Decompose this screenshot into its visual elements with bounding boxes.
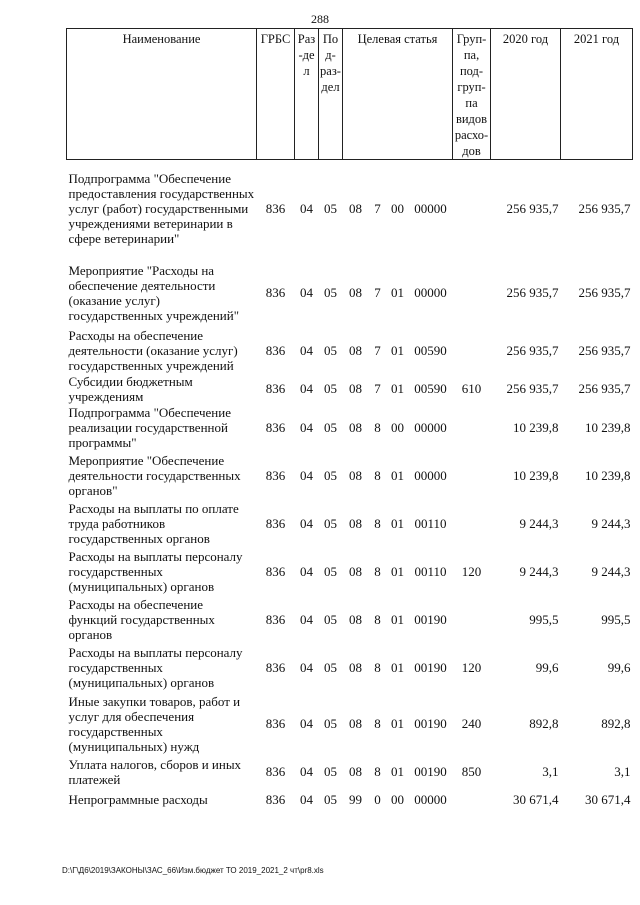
row-expense-group: 850: [461, 764, 482, 779]
row-value-2020: 3,1: [542, 764, 559, 779]
row-razdel: 04: [300, 285, 313, 300]
row-podrazdel: 05: [324, 201, 337, 217]
row-target-direction: 00000: [414, 285, 447, 300]
row-target-event: 01: [391, 612, 404, 627]
row-podrazdel: 05: [324, 420, 337, 435]
row-target-program: 08: [349, 516, 362, 531]
row-target-program: 08: [349, 468, 362, 483]
row-expense-group: [453, 500, 491, 548]
page-number: 288: [311, 12, 329, 26]
table-row: [67, 404, 633, 452]
row-target-event: 01: [391, 716, 404, 731]
row-value-2021: 10 239,8: [585, 468, 631, 483]
table-row: [67, 258, 633, 328]
row-target-subprogram: 7: [374, 285, 381, 300]
header-target: Целевая статья: [343, 29, 453, 160]
row-target-direction: 00000: [414, 420, 447, 435]
row-name: Мероприятие "Расходы на обеспечение деятельности (оказание услуг) государственных учреждений": [68, 262, 240, 323]
row-target-subprogram: 8: [374, 420, 381, 435]
row-target-direction: 00110: [414, 516, 447, 531]
row-value-2020: 10 239,8: [513, 468, 559, 483]
row-podrazdel: 05: [324, 516, 337, 531]
row-podrazdel: 05: [324, 716, 337, 731]
table-row: [67, 644, 633, 692]
row-value-2020: 995,5: [529, 612, 559, 627]
row-target-event: 01: [391, 285, 404, 300]
row-podrazdel: 05: [324, 764, 337, 779]
row-podrazdel: 05: [324, 612, 337, 627]
row-razdel: 04: [300, 516, 313, 531]
row-value-2021: 256 935,7: [578, 201, 631, 217]
table-row: [67, 328, 633, 374]
row-razdel: 04: [300, 343, 313, 358]
table-row: [67, 500, 633, 548]
row-razdel: 04: [300, 660, 313, 675]
row-target-event: 00: [391, 420, 404, 435]
row-value-2021: 892,8: [601, 716, 631, 731]
row-name: Расходы на выплаты по оплате труда работников государственных органов: [68, 501, 239, 546]
row-target-event: 01: [391, 468, 404, 483]
row-value-2020: 256 935,7: [506, 381, 559, 396]
header-name: Наименование: [67, 29, 257, 160]
row-razdel: 04: [300, 201, 313, 217]
row-grbs: 836: [265, 792, 286, 807]
row-expense-group: [453, 596, 491, 644]
row-value-2020: 9 244,3: [519, 564, 559, 579]
row-razdel: 04: [300, 381, 313, 396]
row-grbs: 836: [265, 764, 286, 779]
row-podrazdel: 05: [324, 343, 337, 358]
row-grbs: 836: [265, 201, 286, 217]
table-row: [67, 160, 633, 258]
row-value-2021: 256 935,7: [578, 381, 631, 396]
row-expense-group: [453, 452, 491, 500]
row-target-event: 01: [391, 381, 404, 396]
row-podrazdel: 05: [324, 564, 337, 579]
table-row: [67, 452, 633, 500]
row-razdel: 04: [300, 468, 313, 483]
row-target-event: 01: [391, 564, 404, 579]
row-target-subprogram: 8: [374, 468, 381, 483]
row-value-2021: 10 239,8: [585, 420, 631, 435]
row-expense-group: 240: [461, 716, 482, 731]
footer-file-path: D:\Г\Д6\2019\ЗАКОНЫ\ЗАС_66\Изм.бюджет ТО 2019_2021_2 чт\pr8.xls: [62, 866, 324, 875]
row-razdel: 04: [300, 792, 313, 807]
row-name: Иные закупки товаров, работ и услуг для обеспечения государственных (муниципальных) нужд: [68, 693, 241, 754]
row-target-program: 08: [349, 612, 362, 627]
row-value-2021: 256 935,7: [578, 285, 631, 300]
row-razdel: 04: [300, 716, 313, 731]
row-expense-group: [453, 160, 491, 258]
row-target-program: 08: [349, 381, 362, 396]
row-target-event: 01: [391, 516, 404, 531]
row-expense-group: 610: [461, 381, 482, 396]
row-target-direction: 00190: [414, 660, 447, 675]
row-razdel: 04: [300, 612, 313, 627]
row-razdel: 04: [300, 764, 313, 779]
row-grbs: 836: [265, 285, 286, 300]
row-target-direction: 00190: [414, 764, 447, 779]
row-name: Непрограммные расходы: [68, 792, 208, 807]
row-name: Подпрограмма "Обеспечение реализации государственной программы": [68, 405, 231, 450]
row-value-2021: 30 671,4: [585, 792, 631, 807]
row-target-program: 08: [349, 564, 362, 579]
row-podrazdel: 05: [324, 285, 337, 300]
row-target-direction: 00590: [414, 343, 447, 358]
header-podrazdel: Под-раз-дел: [319, 29, 343, 160]
row-target-event: 01: [391, 764, 404, 779]
row-grbs: 836: [265, 381, 286, 396]
row-target-subprogram: 7: [374, 381, 381, 396]
row-name: Мероприятие "Обеспечение деятельности государственных органов": [68, 453, 241, 498]
row-target-subprogram: 8: [374, 660, 381, 675]
row-target-event: 00: [391, 201, 404, 217]
header-razdel: Раз-дел: [295, 29, 319, 160]
row-value-2021: 995,5: [601, 612, 631, 627]
table-row: [67, 548, 633, 596]
row-grbs: 836: [265, 516, 286, 531]
row-target-direction: 00190: [414, 716, 447, 731]
row-target-program: 99: [349, 792, 362, 807]
table-row: [67, 596, 633, 644]
row-target-subprogram: 8: [374, 716, 381, 731]
row-value-2020: 10 239,8: [513, 420, 559, 435]
row-name: Подпрограмма "Обеспечение предоставления государственных услуг (работ) государственными учреждениями ветеринарии в сфере ветеринарии": [68, 171, 255, 247]
row-target-event: 00: [391, 792, 404, 807]
row-target-subprogram: 8: [374, 764, 381, 779]
row-value-2020: 256 935,7: [506, 285, 559, 300]
row-podrazdel: 05: [324, 792, 337, 807]
row-target-event: 01: [391, 660, 404, 675]
row-target-program: 08: [349, 285, 362, 300]
row-name: Расходы на обеспечение функций государственных органов: [68, 597, 215, 642]
row-name: Расходы на обеспечение деятельности (оказание услуг) государственных учреждений: [68, 328, 238, 373]
row-target-subprogram: 8: [374, 612, 381, 627]
header-2021: 2021 год: [561, 29, 633, 160]
row-expense-group: [453, 328, 491, 374]
row-value-2021: 99,6: [607, 660, 631, 675]
row-expense-group: [453, 404, 491, 452]
row-target-program: 08: [349, 764, 362, 779]
row-target-subprogram: 7: [374, 343, 381, 358]
row-target-program: 08: [349, 343, 362, 358]
row-target-event: 01: [391, 343, 404, 358]
row-name: Расходы на выплаты персоналу государственных (муниципальных) органов: [68, 549, 243, 594]
table-row: [67, 756, 633, 788]
row-grbs: 836: [265, 343, 286, 358]
table-row: [67, 788, 633, 812]
row-target-direction: 00000: [414, 792, 447, 807]
row-expense-group: [453, 788, 491, 812]
row-razdel: 04: [300, 420, 313, 435]
row-target-subprogram: 8: [374, 564, 381, 579]
row-value-2021: 256 935,7: [578, 343, 631, 358]
row-name: Уплата налогов, сборов и иных платежей: [68, 756, 242, 787]
row-value-2020: 30 671,4: [513, 792, 559, 807]
row-expense-group: [453, 258, 491, 328]
row-podrazdel: 05: [324, 468, 337, 483]
row-name: Субсидии бюджетным учреждениям: [68, 373, 193, 404]
row-target-direction: 00110: [414, 564, 447, 579]
row-value-2020: 256 935,7: [506, 343, 559, 358]
row-target-program: 08: [349, 420, 362, 435]
row-value-2020: 9 244,3: [519, 516, 559, 531]
row-value-2021: 3,1: [614, 764, 631, 779]
table-row: [67, 374, 633, 404]
row-value-2020: 99,6: [535, 660, 559, 675]
row-target-program: 08: [349, 716, 362, 731]
row-target-direction: 00000: [414, 201, 447, 217]
row-expense-group: 120: [461, 660, 482, 675]
row-podrazdel: 05: [324, 381, 337, 396]
row-grbs: 836: [265, 716, 286, 731]
row-razdel: 04: [300, 564, 313, 579]
row-value-2020: 892,8: [529, 716, 559, 731]
header-grbs: ГРБС: [257, 29, 295, 160]
row-name: Расходы на выплаты персоналу государственных (муниципальных) органов: [68, 645, 243, 690]
row-value-2020: 256 935,7: [506, 201, 559, 217]
budget-table: [66, 28, 633, 812]
row-expense-group: 120: [461, 564, 482, 579]
table-header-row: [67, 29, 633, 160]
row-grbs: 836: [265, 564, 286, 579]
row-grbs: 836: [265, 420, 286, 435]
row-grbs: 836: [265, 468, 286, 483]
table-row: [67, 692, 633, 756]
row-grbs: 836: [265, 612, 286, 627]
row-target-direction: 00190: [414, 612, 447, 627]
row-value-2021: 9 244,3: [591, 516, 631, 531]
header-2020: 2020 год: [491, 29, 561, 160]
row-target-program: 08: [349, 201, 362, 217]
header-group: Груп-па, под-груп-па видов расхо-дов: [453, 29, 491, 160]
row-target-program: 08: [349, 660, 362, 675]
row-target-subprogram: 0: [374, 792, 381, 807]
row-target-subprogram: 8: [374, 516, 381, 531]
row-target-direction: 00590: [414, 381, 447, 396]
row-target-subprogram: 7: [374, 201, 381, 217]
row-podrazdel: 05: [324, 660, 337, 675]
row-target-direction: 00000: [414, 468, 447, 483]
row-grbs: 836: [265, 660, 286, 675]
row-value-2021: 9 244,3: [591, 564, 631, 579]
